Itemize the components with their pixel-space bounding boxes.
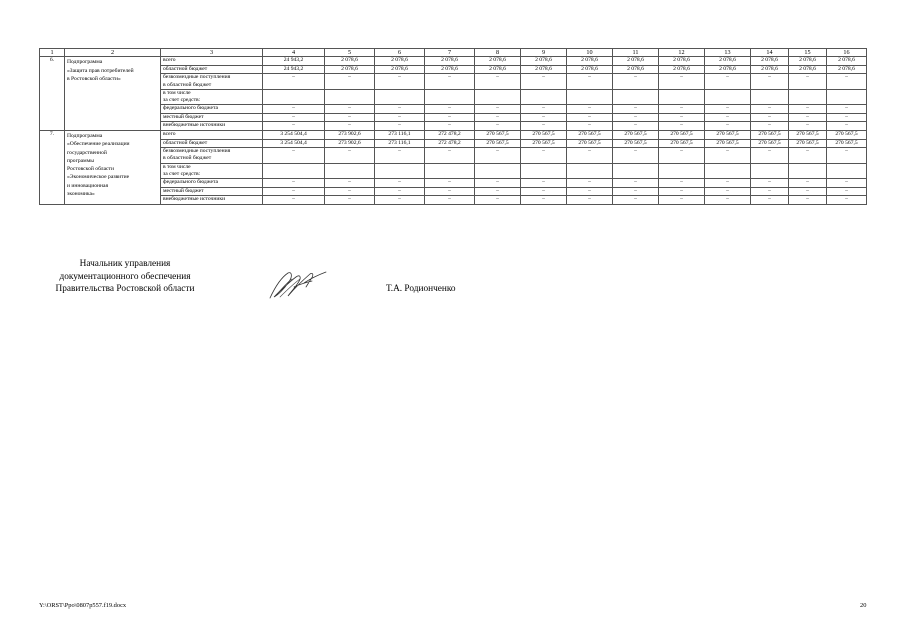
amount-cell [475,89,521,104]
amount-cell: – [751,187,789,196]
amount-cell: – [375,74,425,89]
amount-cell: 270 567,5 [475,130,521,139]
signatory-title-line: Начальник управления [79,259,171,269]
funding-source-label: всего [163,57,176,64]
funding-source-label: всего [163,130,176,137]
amount-cell: – [827,148,867,163]
amount-cell: – [827,113,867,122]
handwritten-signature [266,265,328,303]
amount-cell: – [375,148,425,163]
amount-cell: – [521,196,567,205]
amount-cell: – [475,105,521,114]
amount-cell: – [613,196,659,205]
amount-cell [789,89,827,104]
funding-source-label: федерального бюджета [163,105,219,112]
amount-cell: 2 078,6 [659,65,705,74]
amount-cell: 270 567,5 [751,130,789,139]
amount-cell: 270 567,5 [659,139,705,148]
amount-cell: – [521,178,567,187]
amount-cell: 2 078,6 [475,57,521,66]
funding-source-label: внебюджетные источники [163,196,226,203]
amount-cell: – [827,187,867,196]
subprogram-name-line: «Экономическое развитие [67,174,130,181]
column-number: 10 [567,49,613,57]
amount-cell: – [325,113,375,122]
amount-cell: 24 943,2 [263,65,325,74]
subprogram-name-line: программы [67,157,94,164]
amount-cell: 270 567,5 [613,139,659,148]
amount-cell [613,89,659,104]
column-number: 3 [161,49,263,57]
signatory-title-line: документационного обеспечения [59,271,191,282]
amount-cell [375,163,425,178]
amount-cell [827,163,867,178]
table-row [40,139,867,148]
amount-cell: 270 567,5 [521,130,567,139]
funding-source-label: федерального бюджета [163,178,219,185]
funding-source-label: в областной бюджет [163,155,212,162]
amount-cell: 270 567,5 [521,139,567,148]
funding-source-label: областной бюджет [163,139,208,146]
amount-cell: – [425,105,475,114]
amount-cell [567,163,613,178]
amount-cell: – [789,105,827,114]
amount-cell [613,163,659,178]
amount-cell: 2 078,6 [751,65,789,74]
amount-cell: – [659,122,705,131]
amount-cell: – [567,105,613,114]
amount-cell [475,163,521,178]
amount-cell: – [521,122,567,131]
amount-cell: – [751,105,789,114]
amount-cell: – [789,187,827,196]
column-number: 1 [40,49,65,57]
amount-cell: – [789,178,827,187]
amount-cell [659,163,705,178]
amount-cell: – [325,187,375,196]
amount-cell: – [659,196,705,205]
amount-cell: 273 902,6 [325,130,375,139]
funding-source [161,122,263,131]
amount-cell: 270 567,5 [705,130,751,139]
amount-cell: 270 567,5 [567,139,613,148]
amount-cell [263,89,325,104]
column-number: 14 [751,49,789,57]
funding-source [161,178,263,187]
table-row [40,105,867,114]
table-row [40,65,867,74]
subprogram-name-line: Подпрограмма [67,132,103,139]
table-row [40,74,867,89]
amount-cell: 272 478,2 [425,130,475,139]
amount-cell: – [263,122,325,131]
amount-cell: – [325,178,375,187]
amount-cell: – [375,178,425,187]
amount-cell [425,89,475,104]
table-row [40,148,867,163]
amount-cell: – [263,178,325,187]
amount-cell: – [521,74,567,89]
funding-source [161,130,263,139]
amount-cell: – [325,122,375,131]
amount-cell [425,163,475,178]
table-row [40,89,867,104]
amount-cell: – [263,113,325,122]
budget-table [39,48,867,205]
amount-cell: – [521,113,567,122]
amount-cell: – [659,113,705,122]
amount-cell [263,163,325,178]
amount-cell: – [425,196,475,205]
amount-cell: – [475,74,521,89]
amount-cell: – [827,122,867,131]
subprogram-name-line: и инновационная [67,182,109,189]
amount-cell: – [263,196,325,205]
amount-cell: 273 116,1 [375,139,425,148]
amount-cell: 2 078,6 [827,57,867,66]
amount-cell: 270 567,5 [751,139,789,148]
signatory-name: Т.А. Родионченко [386,284,456,294]
amount-cell: – [827,196,867,205]
amount-cell: – [705,74,751,89]
amount-cell: – [375,122,425,131]
amount-cell: – [705,113,751,122]
amount-cell: – [475,196,521,205]
amount-cell: – [475,178,521,187]
amount-cell: – [475,187,521,196]
amount-cell: – [705,187,751,196]
funding-source [161,65,263,74]
amount-cell: 270 567,5 [475,139,521,148]
funding-source-label: за счет средств: [163,97,201,103]
amount-cell: – [789,148,827,163]
amount-cell: – [827,74,867,89]
amount-cell: – [425,113,475,122]
table-row [40,196,867,205]
amount-cell: 2 078,6 [375,57,425,66]
amount-cell: 270 567,5 [567,130,613,139]
amount-cell [751,89,789,104]
column-number: 9 [521,49,567,57]
subprogram-name-line: Подпрограмма [67,59,103,66]
amount-cell: 2 078,6 [325,57,375,66]
amount-cell: 2 078,6 [705,57,751,66]
amount-cell: – [827,178,867,187]
amount-cell: – [613,105,659,114]
amount-cell: 3 254 504,4 [263,130,325,139]
amount-cell: 270 567,5 [827,130,867,139]
amount-cell: – [613,178,659,187]
amount-cell: – [705,122,751,131]
amount-cell: – [425,148,475,163]
table-row [40,113,867,122]
amount-cell: – [325,196,375,205]
amount-cell: – [613,74,659,89]
amount-cell: 2 078,6 [567,57,613,66]
amount-cell: – [263,105,325,114]
amount-cell [567,89,613,104]
amount-cell: 270 567,5 [789,139,827,148]
amount-cell: – [263,74,325,89]
amount-cell: – [567,187,613,196]
amount-cell: – [375,105,425,114]
amount-cell: – [789,113,827,122]
funding-source [161,163,263,178]
amount-cell: 2 078,6 [475,65,521,74]
amount-cell [325,163,375,178]
subprogram-name [65,57,161,131]
amount-cell: – [567,178,613,187]
funding-source-label: в том числе [163,163,191,170]
column-number: 2 [65,49,161,57]
amount-cell [521,163,567,178]
subprogram-name-line: государственной [67,149,107,156]
amount-cell: – [659,187,705,196]
amount-cell: 2 078,6 [613,65,659,74]
amount-cell: – [475,113,521,122]
amount-cell [827,89,867,104]
amount-cell [705,89,751,104]
amount-cell: – [659,178,705,187]
amount-cell: – [475,122,521,131]
table-row [40,130,867,139]
file-path: Y:\ORST\Ppo\0807p557.f19.docx [39,602,127,609]
amount-cell: – [751,178,789,187]
subprogram-name-line: «Защита прав потребителей [67,67,134,74]
amount-cell: – [751,122,789,131]
amount-cell: 2 078,6 [751,57,789,66]
subprogram-name-line: «Обеспечение реализации [67,141,130,148]
funding-source [161,113,263,122]
amount-cell: – [521,187,567,196]
amount-cell: – [613,187,659,196]
amount-cell: – [705,178,751,187]
funding-source [161,196,263,205]
signatory-title [40,258,210,296]
column-number: 7 [425,49,475,57]
amount-cell: – [521,148,567,163]
amount-cell: – [263,148,325,163]
amount-cell: 2 078,6 [613,57,659,66]
amount-cell [521,89,567,104]
funding-source-label: безвозмездные поступления [163,148,231,155]
amount-cell [659,89,705,104]
funding-source-label: местный бюджет [163,113,204,120]
subprogram-name [65,130,161,204]
amount-cell: – [567,74,613,89]
funding-source-label: областной бюджет [163,65,208,72]
amount-cell: 270 567,5 [705,139,751,148]
amount-cell: 273 902,6 [325,139,375,148]
amount-cell: – [325,105,375,114]
amount-cell: 270 567,5 [659,130,705,139]
column-number-row [40,49,867,57]
amount-cell: 2 078,6 [375,65,425,74]
amount-cell: – [325,74,375,89]
amount-cell: – [613,113,659,122]
amount-cell: – [567,196,613,205]
table-row [40,178,867,187]
column-number: 5 [325,49,375,57]
column-number: 4 [263,49,325,57]
amount-cell: 2 078,6 [705,65,751,74]
funding-source [161,148,263,163]
amount-cell [789,163,827,178]
amount-cell: – [659,148,705,163]
amount-cell: – [375,187,425,196]
amount-cell: 2 078,6 [521,65,567,74]
amount-cell: – [613,148,659,163]
column-number: 12 [659,49,705,57]
amount-cell: – [751,74,789,89]
column-number: 13 [705,49,751,57]
row-index: 6. [40,57,65,131]
funding-source [161,57,263,66]
amount-cell: 2 078,6 [425,57,475,66]
amount-cell: 270 567,5 [613,130,659,139]
amount-cell: 2 078,6 [827,65,867,74]
amount-cell: – [827,105,867,114]
funding-source-label: в том числе [163,89,191,96]
amount-cell: – [751,113,789,122]
funding-source [161,187,263,196]
amount-cell: – [425,178,475,187]
table-row [40,57,867,66]
subprogram-name-line: в Ростовской области» [67,75,121,82]
amount-cell: – [263,187,325,196]
amount-cell: – [613,122,659,131]
amount-cell: 2 078,6 [789,65,827,74]
amount-cell: 2 078,6 [659,57,705,66]
funding-source-label: безвозмездные поступления [163,74,231,81]
amount-cell: 3 254 504,4 [263,139,325,148]
column-number: 15 [789,49,827,57]
amount-cell: – [789,122,827,131]
subprogram-name-line: экономика» [67,191,95,198]
amount-cell [751,163,789,178]
funding-source-label: местный бюджет [163,187,204,194]
column-number: 8 [475,49,521,57]
amount-cell: – [475,148,521,163]
amount-cell: – [425,187,475,196]
amount-cell: 2 078,6 [325,65,375,74]
amount-cell: 24 943,2 [263,57,325,66]
amount-cell: 2 078,6 [425,65,475,74]
amount-cell [325,89,375,104]
amount-cell: – [705,148,751,163]
amount-cell: – [425,122,475,131]
amount-cell: – [567,113,613,122]
amount-cell: – [375,113,425,122]
amount-cell: – [375,196,425,205]
amount-cell: – [567,148,613,163]
amount-cell [375,89,425,104]
amount-cell: 270 567,5 [789,130,827,139]
row-index: 7. [40,130,65,204]
funding-source [161,74,263,89]
amount-cell: 2 078,6 [567,65,613,74]
amount-cell: – [567,122,613,131]
table-row [40,163,867,178]
amount-cell: – [521,105,567,114]
funding-source-label: в областной бюджет [163,81,212,88]
amount-cell: – [705,105,751,114]
funding-source [161,105,263,114]
amount-cell: 2 078,6 [521,57,567,66]
amount-cell: – [325,148,375,163]
table-row [40,187,867,196]
amount-cell: 273 116,1 [375,130,425,139]
amount-cell: – [425,74,475,89]
amount-cell [705,163,751,178]
funding-source-label: за счет средств: [163,170,201,177]
amount-cell: – [751,148,789,163]
amount-cell: – [705,196,751,205]
page-number: 20 [860,602,867,609]
table-row [40,122,867,131]
amount-cell: 2 078,6 [789,57,827,66]
amount-cell: – [659,105,705,114]
amount-cell: – [751,196,789,205]
funding-source [161,89,263,104]
column-number: 16 [827,49,867,57]
amount-cell: – [789,196,827,205]
subprogram-name-line: Ростовской области [67,166,114,173]
column-number: 6 [375,49,425,57]
signatory-title-line: Правительства Ростовской области [55,284,195,294]
amount-cell: 272 478,2 [425,139,475,148]
amount-cell: – [659,74,705,89]
funding-source [161,139,263,148]
funding-source-label: внебюджетные источники [163,122,226,129]
amount-cell: 270 567,5 [827,139,867,148]
column-number: 11 [613,49,659,57]
amount-cell: – [789,74,827,89]
